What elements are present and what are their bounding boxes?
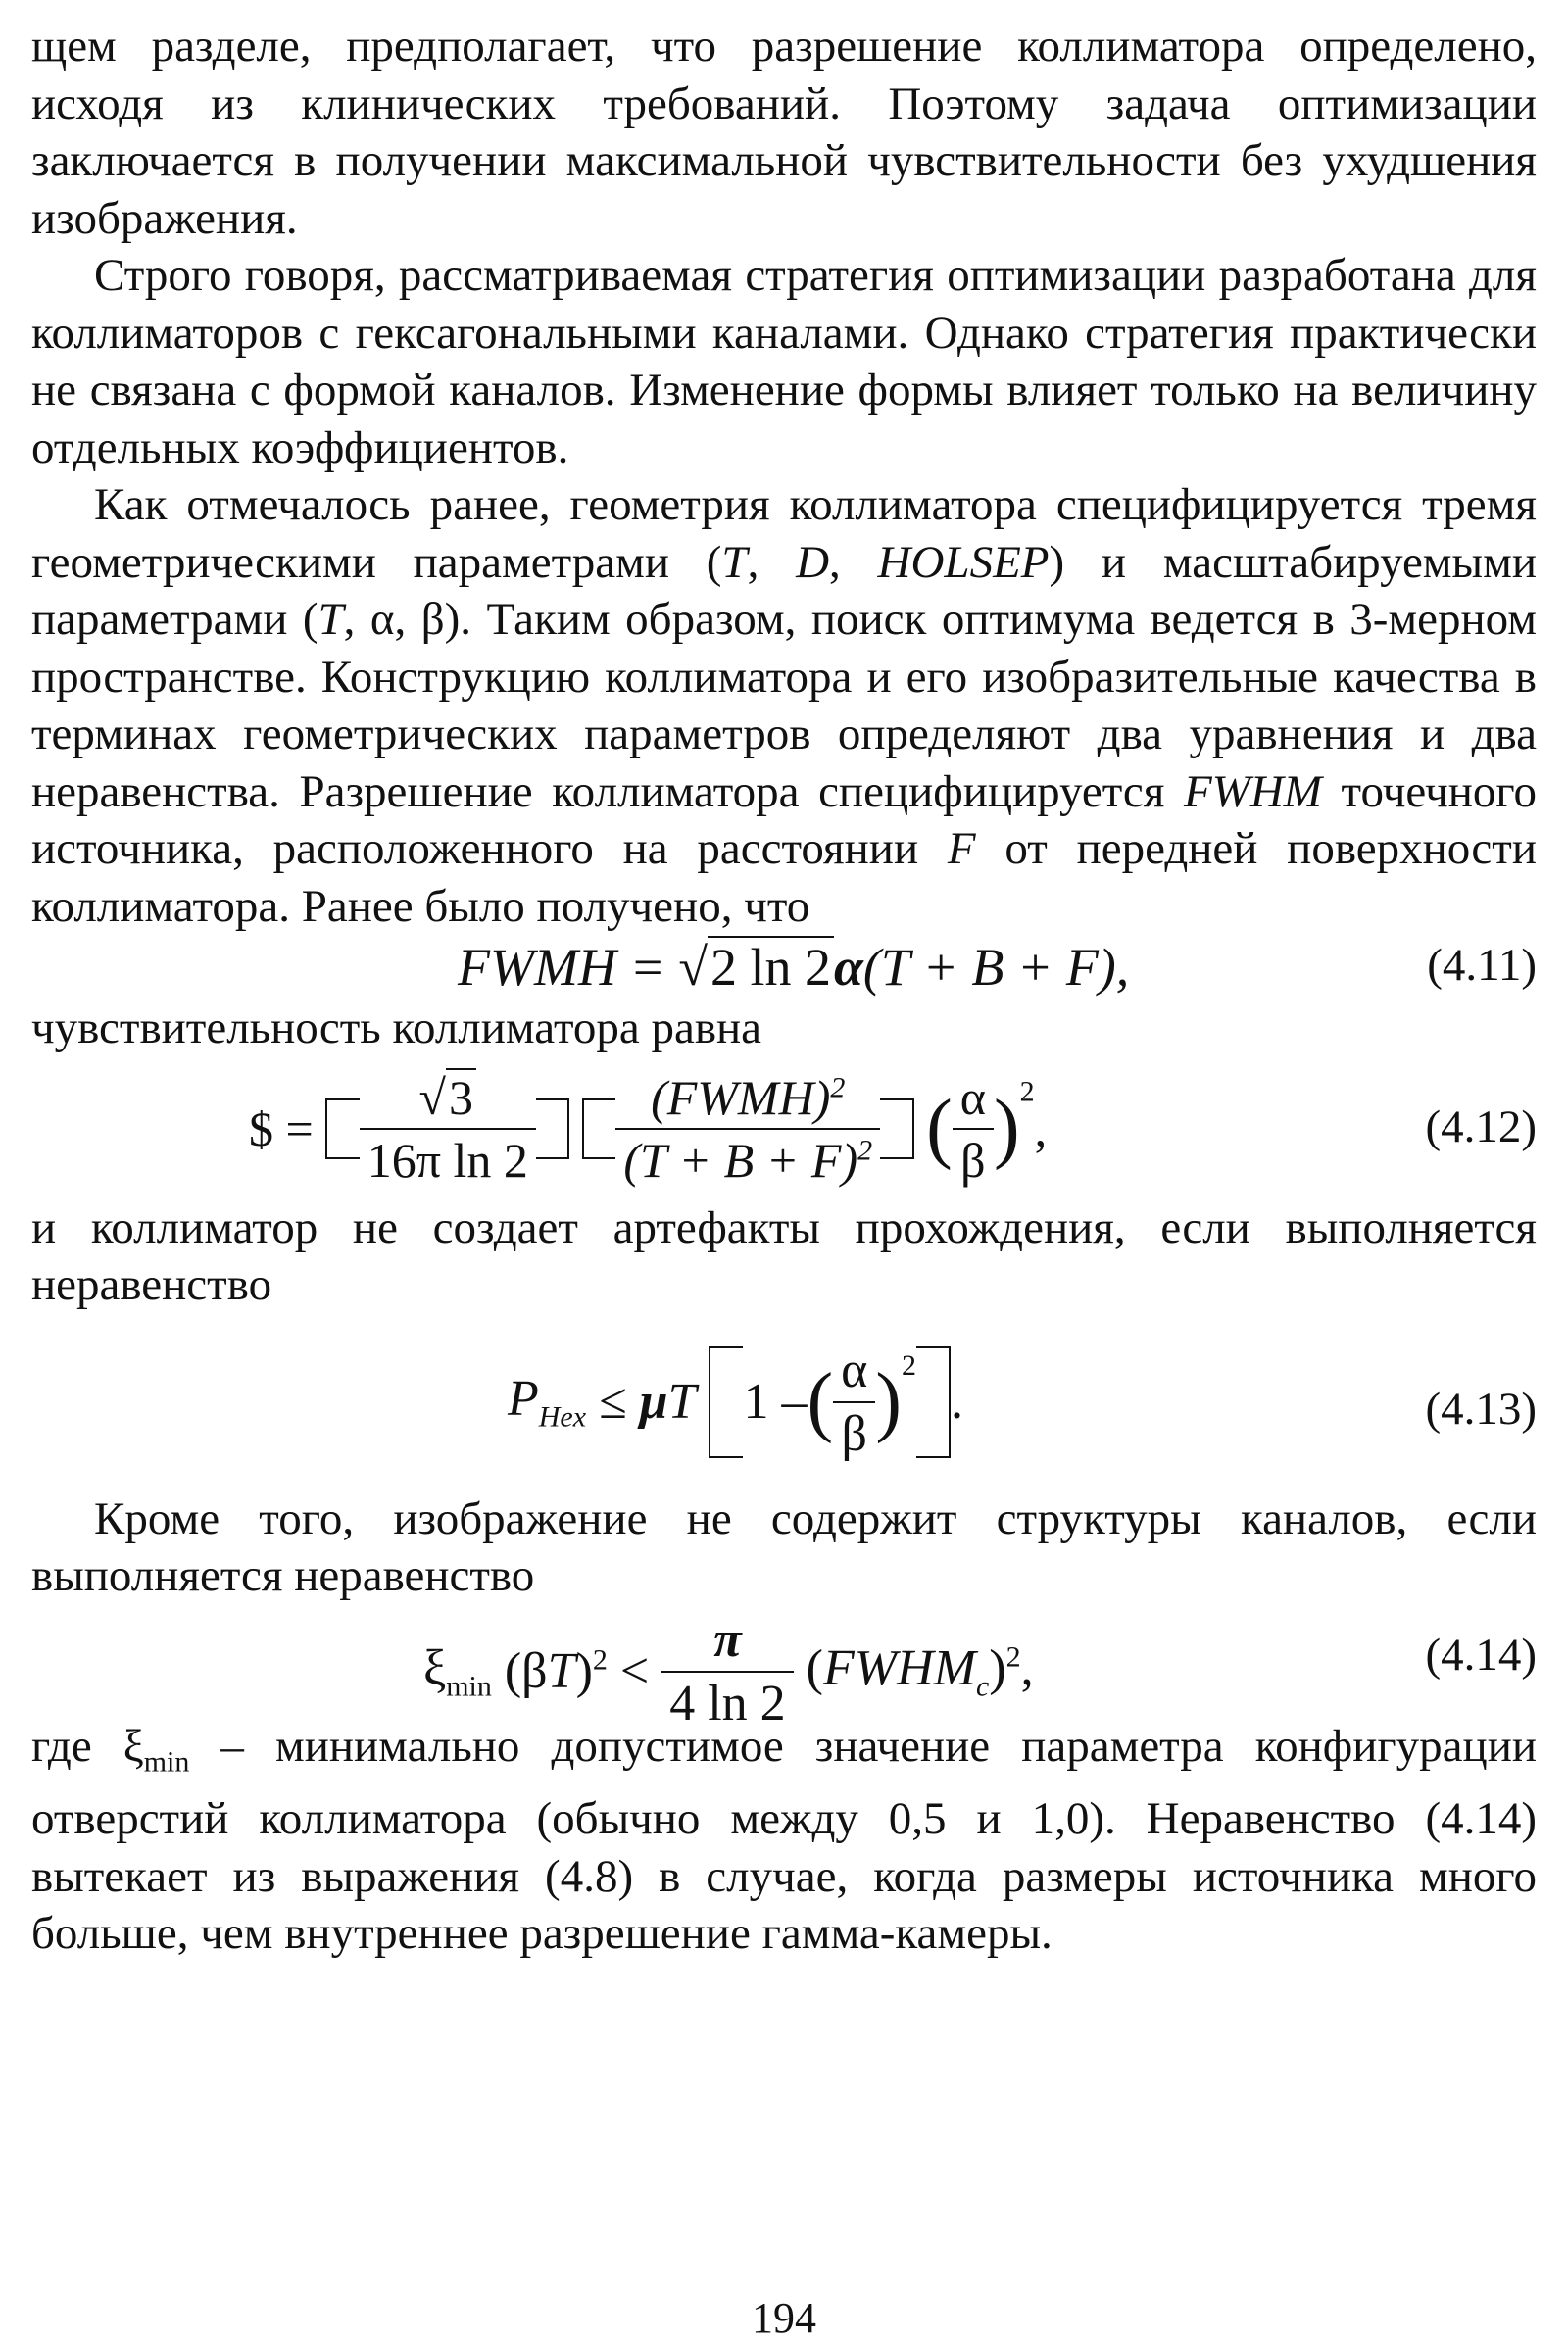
page-number: 194 (752, 2294, 816, 2342)
p3-text-e: от передней поверхности коллиматора. Ранее было получено, что (31, 823, 1537, 932)
p3-text-a: Как отмечалось ранее, геометрия коллиматора специфицируется тремя геометрическими параметрами ( (31, 479, 1537, 588)
page-body (31, 18, 1537, 1963)
equation-number: (4.13) (1425, 1383, 1537, 1435)
paragraph-1: щем разделе, предполагает, что разрешение коллиматора определено, исходя из клинических требований. Поэтому задача оптимизации заключается в получении максимальной чувствительности без ухудшения изображения. (31, 21, 1537, 244)
p3-text-c: , α, β). Таким образом, поиск оптимума ведется в 3-мерном пространстве. Конструкцию коллиматора и его изобразительные качества в терминах геометрических параметров определяют два уравнения и два неравенства. Разрешение коллиматора специфицируется (31, 594, 1538, 817)
formula-artifact: $P_{Hex} \le \mu T$ 1 –( $\frac{\alpha}{\beta}$ )$^2$ . (508, 1342, 963, 1462)
equation-number: (4.14) (1425, 1629, 1537, 1681)
paragraph-6: Кроме того, изображение не содержит структуры каналов, если выполняется неравенство (31, 1492, 1537, 1601)
p3-text-b: ) и масштабируемыми параметрами ( (31, 536, 1538, 645)
formula-sensitivity: $ = $\frac{√3}{\text{16π ln 2}}$ $\frac{(FWMH)^2}{(T + B + F)^2}$ ( $\frac{\alpha}{\beta}$ )$^2$, (249, 1069, 1048, 1188)
paragraph-2: Строго говоря, рассматриваемая стратегия оптимизации разработана для коллиматоров с гексагональными каналами. Однако стратегия практически не связана с формой каналов. Изменение формы влияет только на величину отдельных коэффициентов. (31, 250, 1537, 473)
equation-4-13 (31, 1314, 1537, 1490)
equation-4-14 (31, 1605, 1537, 1732)
param-D: D (796, 536, 830, 588)
equation-4-12 (31, 1057, 1537, 1199)
p3-text-d: точечного источника, расположенного на расстоянии (31, 765, 1537, 874)
paragraph-5: и коллиматор не создает артефакты прохождения, если выполняется неравенство (31, 1201, 1537, 1310)
p7-subscript-min: min (143, 1744, 190, 1778)
paragraph-4: чувствительность коллиматора равна (31, 1002, 762, 1053)
p7-text-b: – минимально допустимое значение параметра конфигурации отверстий коллиматора (обычно между 0,5 и 1,0). Неравенство (4.14) вытекает из выражения (4.8) в случае, когда размеры источника много больше, чем внутреннее разрешение гамма-камеры. (31, 1720, 1538, 1960)
param-fwhm: FWHM (1183, 765, 1322, 817)
paragraph-7 (31, 1718, 1537, 1963)
param-T-2: T (318, 594, 344, 645)
equation-4-11 (31, 935, 1537, 1000)
param-T: T (721, 536, 748, 588)
param-F: F (947, 823, 976, 874)
formula-channel-structure: $\xi_{min}$ $(\beta T)^2$ < $\frac{\pi}{4 \ln 2}$ $(FWHM_c)^2$, (423, 1611, 1034, 1732)
param-holsep: HOLSEP (877, 536, 1050, 588)
formula-fwhm: FWMH = √2 ln 2α(T + B + F), (458, 938, 1130, 997)
equation-number: (4.12) (1425, 1100, 1537, 1152)
equation-number: (4.11) (1427, 940, 1537, 991)
paragraph-3: Как отмечалось ранее, геометрия коллиматора специфицируется тремя геометрическими параметрами (T, D, HOLSEP) и масштабируемыми параметрами (T, α, β). Таким образом, поиск оптимума ведется в 3-мерном пространстве. Конструкцию коллиматора и его изобразительные качества в терминах геометрических параметров определяют два уравнения и два неравенства. Разрешение коллиматора специфицируется FWHM точечного источника, расположенного на расстоянии F от передней поверхности коллиматора. Ранее было получено, что (31, 479, 1538, 932)
p7-text-a: где ξ (31, 1720, 144, 1772)
